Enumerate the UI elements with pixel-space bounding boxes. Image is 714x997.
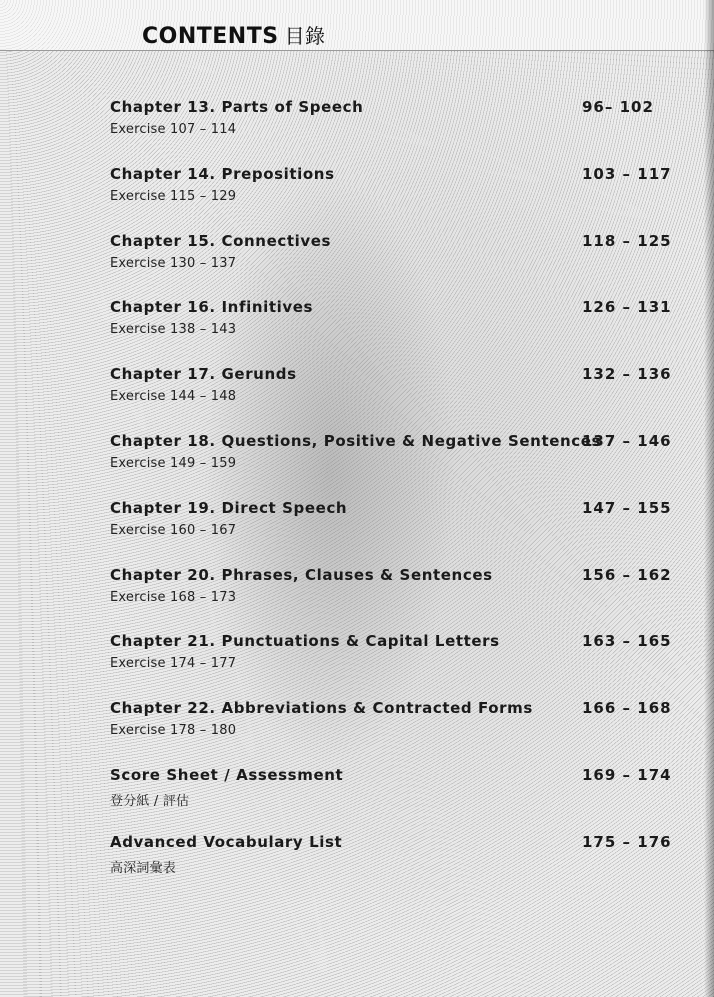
- entry-title: Chapter 17. Gerunds: [110, 365, 297, 384]
- entry-pages: 96– 102: [582, 98, 654, 116]
- toc-entry-chapter-17: [110, 365, 680, 432]
- toc-entry-chapter-19: [110, 499, 680, 566]
- entry-title: Chapter 21. Punctuations & Capital Letters: [110, 632, 500, 651]
- toc-entry-chapter-18: [110, 432, 680, 499]
- entry-title: Chapter 15. Connectives: [110, 231, 332, 250]
- entry-exercises: Exercise 174 – 177: [110, 656, 237, 672]
- entry-exercises: Exercise 160 – 167: [110, 522, 237, 538]
- contents-heading: CONTENTS: [142, 24, 279, 49]
- entry-title: Chapter 22. Abbreviations & Contracted Forms: [110, 699, 533, 718]
- entry-title: Chapter 20. Phrases, Clauses & Sentences: [110, 565, 493, 584]
- entry-subtitle-cjk: 高深詞彙表: [110, 860, 177, 876]
- toc-entry-chapter-21: [110, 632, 680, 699]
- entry-exercises: Exercise 168 – 173: [110, 589, 237, 605]
- entry-exercises: Exercise 107 – 114: [110, 122, 237, 137]
- entry-pages: 137 – 146: [582, 431, 672, 450]
- page-binding-shadow: [704, 0, 714, 997]
- entry-exercises: Exercise 149 – 159: [110, 455, 237, 471]
- entry-pages: 126 – 131: [582, 298, 672, 317]
- entry-exercises: Exercise 138 – 143: [110, 322, 237, 338]
- entry-pages: 175 – 176: [582, 832, 672, 851]
- entry-title: Score Sheet / Assessment: [110, 765, 344, 784]
- entry-pages: 118 – 125: [582, 231, 672, 250]
- entry-exercises: Exercise 144 – 148: [110, 389, 237, 405]
- entry-pages: 103 – 117: [582, 164, 672, 183]
- toc-entry-chapter-15: [110, 232, 680, 299]
- toc-entry-chapter-13: [110, 98, 680, 165]
- contents-heading-cjk: 目錄: [284, 24, 326, 48]
- entry-pages: 156 – 162: [582, 565, 672, 584]
- entry-title: Chapter 18. Questions, Positive & Negative Sentences: [110, 431, 602, 450]
- page-header: [0, 0, 714, 51]
- entry-pages: 163 – 165: [582, 632, 672, 651]
- toc-entry-score-sheet: [110, 766, 680, 833]
- entry-title: Chapter 19. Direct Speech: [110, 498, 348, 517]
- entry-title: Advanced Vocabulary List: [110, 832, 343, 851]
- toc-entry-chapter-22: [110, 699, 680, 766]
- entry-pages: 147 – 155: [582, 498, 672, 517]
- entry-exercises: Exercise 178 – 180: [110, 723, 237, 739]
- toc-entry-chapter-14: [110, 165, 680, 232]
- entry-title: Chapter 13. Parts of Speech: [110, 98, 364, 116]
- entry-exercises: Exercise 130 – 137: [110, 255, 237, 271]
- table-of-contents: [110, 98, 680, 900]
- entry-title: Chapter 14. Prepositions: [110, 164, 335, 183]
- entry-exercises: Exercise 115 – 129: [110, 188, 237, 204]
- toc-entry-vocabulary-list: [110, 833, 680, 900]
- entry-pages: 166 – 168: [582, 699, 672, 718]
- toc-entry-chapter-20: [110, 566, 680, 633]
- toc-entry-chapter-16: [110, 298, 680, 365]
- entry-title: Chapter 16. Infinitives: [110, 298, 314, 317]
- entry-subtitle-cjk: 登分紙 / 評估: [110, 793, 190, 809]
- entry-pages: 169 – 174: [582, 765, 672, 784]
- page-title: [142, 20, 326, 49]
- entry-pages: 132 – 136: [582, 365, 672, 384]
